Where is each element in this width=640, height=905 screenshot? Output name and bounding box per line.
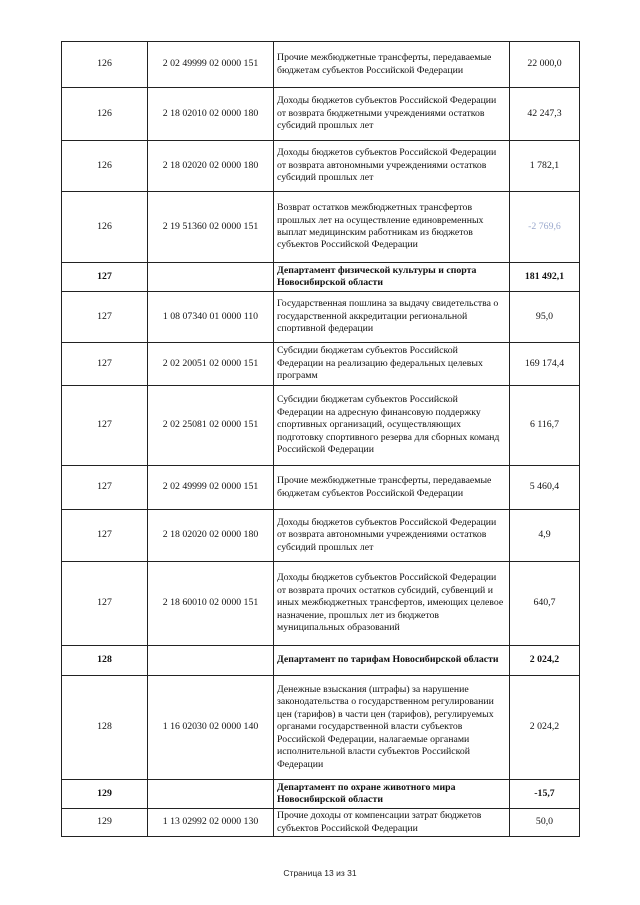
admin-code-cell: 127 — [62, 466, 148, 510]
admin-code-cell: 127 — [62, 562, 148, 646]
admin-code-cell: 128 — [62, 676, 148, 780]
kbk-code-cell: 1 13 02992 02 0000 130 — [148, 809, 274, 837]
department-name-cell: Департамент по охране животного мира Новосибирской области — [274, 780, 510, 809]
revenue-table — [61, 41, 580, 837]
table-row — [62, 676, 580, 780]
table-row — [62, 88, 580, 141]
admin-code-cell: 127 — [62, 263, 148, 292]
kbk-code-cell: 2 18 02020 02 0000 180 — [148, 141, 274, 192]
table-row — [62, 141, 580, 192]
admin-code-cell: 129 — [62, 780, 148, 809]
kbk-code-cell: 2 18 60010 02 0000 151 — [148, 562, 274, 646]
page-number-footer: Страница 13 из 31 — [283, 868, 357, 878]
department-total-cell: 2 024,2 — [510, 646, 580, 676]
amount-cell: 640,7 — [510, 562, 580, 646]
admin-code-cell: 127 — [62, 510, 148, 562]
revenue-name-cell: Доходы бюджетов субъектов Российской Федерации от возврата прочих остатков субсидий, субвенций и иных межбюджетных трансфертов, имеющих целевое назначение, прошлых лет из бюджетов муниципальных образований — [274, 562, 510, 646]
table-row — [62, 292, 580, 343]
table-row — [62, 42, 580, 88]
kbk-code-cell — [148, 780, 274, 809]
department-name-cell: Департамент физической культуры и спорта Новосибирской области — [274, 263, 510, 292]
table-row — [62, 192, 580, 263]
amount-cell: 4,9 — [510, 510, 580, 562]
amount-cell: 22 000,0 — [510, 42, 580, 88]
admin-code-cell: 127 — [62, 343, 148, 386]
revenue-name-cell: Денежные взыскания (штрафы) за нарушение законодательства о государственном регулировании цен (тарифов) в части цен (тарифов), регулируемых органами государственной власти субъектов Российской Федерации, налагаемые органами исполнительной власти субъектов Российской Федерации — [274, 676, 510, 780]
admin-code-cell: 126 — [62, 42, 148, 88]
admin-code-cell: 129 — [62, 809, 148, 837]
kbk-code-cell: 2 02 25081 02 0000 151 — [148, 386, 274, 466]
kbk-code-cell: 2 02 49999 02 0000 151 — [148, 466, 274, 510]
kbk-code-cell: 2 18 02020 02 0000 180 — [148, 510, 274, 562]
revenue-name-cell: Государственная пошлина за выдачу свидетельства о государственной аккредитации региональной спортивной федерации — [274, 292, 510, 343]
admin-code-cell: 127 — [62, 292, 148, 343]
amount-cell: 6 116,7 — [510, 386, 580, 466]
revenue-name-cell: Доходы бюджетов субъектов Российской Федерации от возврата бюджетными учреждениями остатков субсидий прошлых лет — [274, 88, 510, 141]
revenue-name-cell: Доходы бюджетов субъектов Российской Федерации от возврата автономными учреждениями остатков субсидий прошлых лет — [274, 510, 510, 562]
revenue-name-cell: Субсидии бюджетам субъектов Российской Федерации на реализацию федеральных целевых программ — [274, 343, 510, 386]
table-row — [62, 510, 580, 562]
kbk-code-cell: 2 02 49999 02 0000 151 — [148, 42, 274, 88]
admin-code-cell: 126 — [62, 192, 148, 263]
amount-cell: 50,0 — [510, 809, 580, 837]
table-row — [62, 343, 580, 386]
revenue-name-cell: Прочие межбюджетные трансферты, передаваемые бюджетам субъектов Российской Федерации — [274, 42, 510, 88]
kbk-code-cell — [148, 646, 274, 676]
kbk-code-cell: 2 02 20051 02 0000 151 — [148, 343, 274, 386]
admin-code-cell: 126 — [62, 141, 148, 192]
admin-code-cell: 127 — [62, 386, 148, 466]
department-row — [62, 263, 580, 292]
revenue-name-cell: Субсидии бюджетам субъектов Российской Федерации на адресную финансовую поддержку спортивных организаций, осуществляющих подготовку спортивного резерва для сборных команд Российской Федерации — [274, 386, 510, 466]
revenue-name-cell: Возврат остатков межбюджетных трансфертов прошлых лет на осуществление единовременных выплат медицинским работникам из бюджетов субъектов Российской Федерации — [274, 192, 510, 263]
amount-cell: 5 460,4 — [510, 466, 580, 510]
admin-code-cell: 126 — [62, 88, 148, 141]
department-total-cell: -15,7 — [510, 780, 580, 809]
amount-cell: 2 024,2 — [510, 676, 580, 780]
table-row — [62, 466, 580, 510]
department-name-cell: Департамент по тарифам Новосибирской области — [274, 646, 510, 676]
revenue-name-cell: Прочие межбюджетные трансферты, передаваемые бюджетам субъектов Российской Федерации — [274, 466, 510, 510]
amount-cell: 42 247,3 — [510, 88, 580, 141]
revenue-name-cell: Доходы бюджетов субъектов Российской Федерации от возврата автономными учреждениями остатков субсидий прошлых лет — [274, 141, 510, 192]
table-row — [62, 809, 580, 837]
amount-cell: 169 174,4 — [510, 343, 580, 386]
admin-code-cell: 128 — [62, 646, 148, 676]
kbk-code-cell: 1 16 02030 02 0000 140 — [148, 676, 274, 780]
amount-cell: -2 769,6 — [510, 192, 580, 263]
department-row — [62, 780, 580, 809]
department-row — [62, 646, 580, 676]
kbk-code-cell: 2 18 02010 02 0000 180 — [148, 88, 274, 141]
amount-cell: 1 782,1 — [510, 141, 580, 192]
kbk-code-cell — [148, 263, 274, 292]
amount-cell: 95,0 — [510, 292, 580, 343]
table-row — [62, 386, 580, 466]
department-total-cell: 181 492,1 — [510, 263, 580, 292]
table-row — [62, 562, 580, 646]
kbk-code-cell: 2 19 51360 02 0000 151 — [148, 192, 274, 263]
kbk-code-cell: 1 08 07340 01 0000 110 — [148, 292, 274, 343]
revenue-name-cell: Прочие доходы от компенсации затрат бюджетов субъектов Российской Федерации — [274, 809, 510, 837]
